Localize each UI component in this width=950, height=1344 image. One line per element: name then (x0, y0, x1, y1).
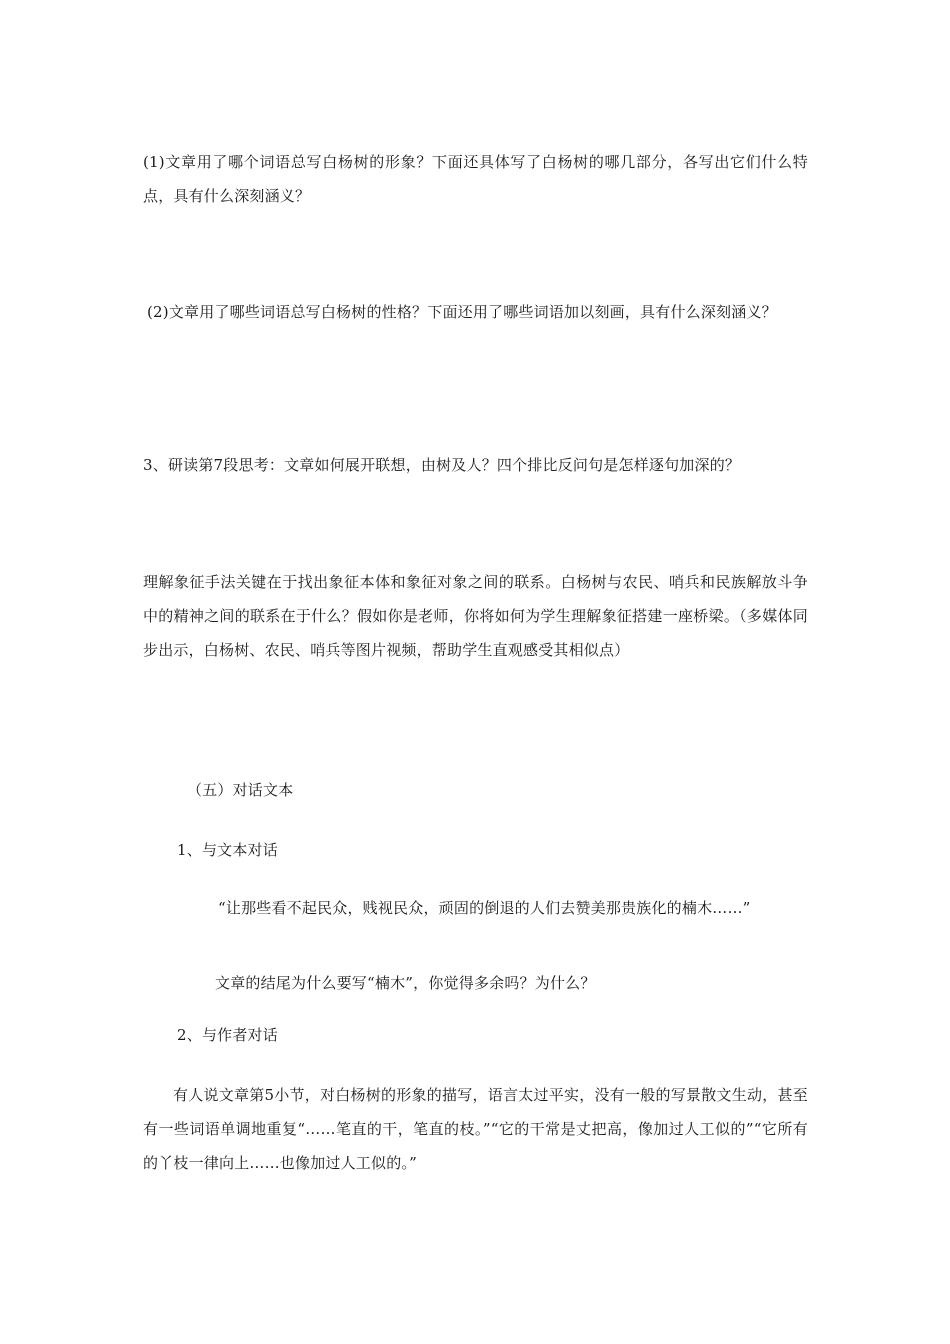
quote-question-paragraph: 文章的结尾为什么要写“楠木”，你觉得多余吗？为什么？ (215, 974, 596, 992)
section-5-item-2-heading: 2、与作者对话 (177, 1026, 278, 1044)
question-3-paragraph: 3、研读第7段思考：文章如何展开联想，由树及人？四个排比反问句是怎样逐句加深的？ (143, 456, 741, 474)
quote-paragraph: “让那些看不起民众，贱视民众，顽固的倒退的人们去赞美那贵族化的楠木……” (218, 899, 751, 917)
symbolism-paragraph: 理解象征手法关键在于找出象征本体和象征对象之间的联系。白杨树与农民、哨兵和民族解放斗争中的精神之间的联系在于什么？假如你是老师，你将如何为学生理解象征搭建一座桥梁。（多媒体同步出示，白杨树、农民、哨兵等图片视频，帮助学生直观感受其相似点） (143, 573, 808, 659)
author-dialogue-paragraph: 有人说文章第5小节，对白杨树的形象的描写，语言太过平实，没有一般的写景散文生动，甚至有一些词语单调地重复“……笔直的干，笔直的枝。”“它的干常是丈把高，像加过人工似的”“它所有的丫枝一律向上……也像加过人工似的。” (143, 1086, 808, 1172)
question-2-paragraph: (2)文章用了哪些词语总写白杨树的性格？下面还用了哪些词语加以刻画，具有什么深刻涵义？ (147, 303, 777, 321)
question-1-paragraph: (1)文章用了哪个词语总写白杨树的形象？下面还具体写了白杨树的哪几部分，各写出它们什么特点，具有什么深刻涵义？ (143, 153, 808, 205)
section-5-heading: （五）对话文本 (187, 781, 294, 799)
section-5-item-1-heading: 1、与文本对话 (177, 841, 278, 859)
